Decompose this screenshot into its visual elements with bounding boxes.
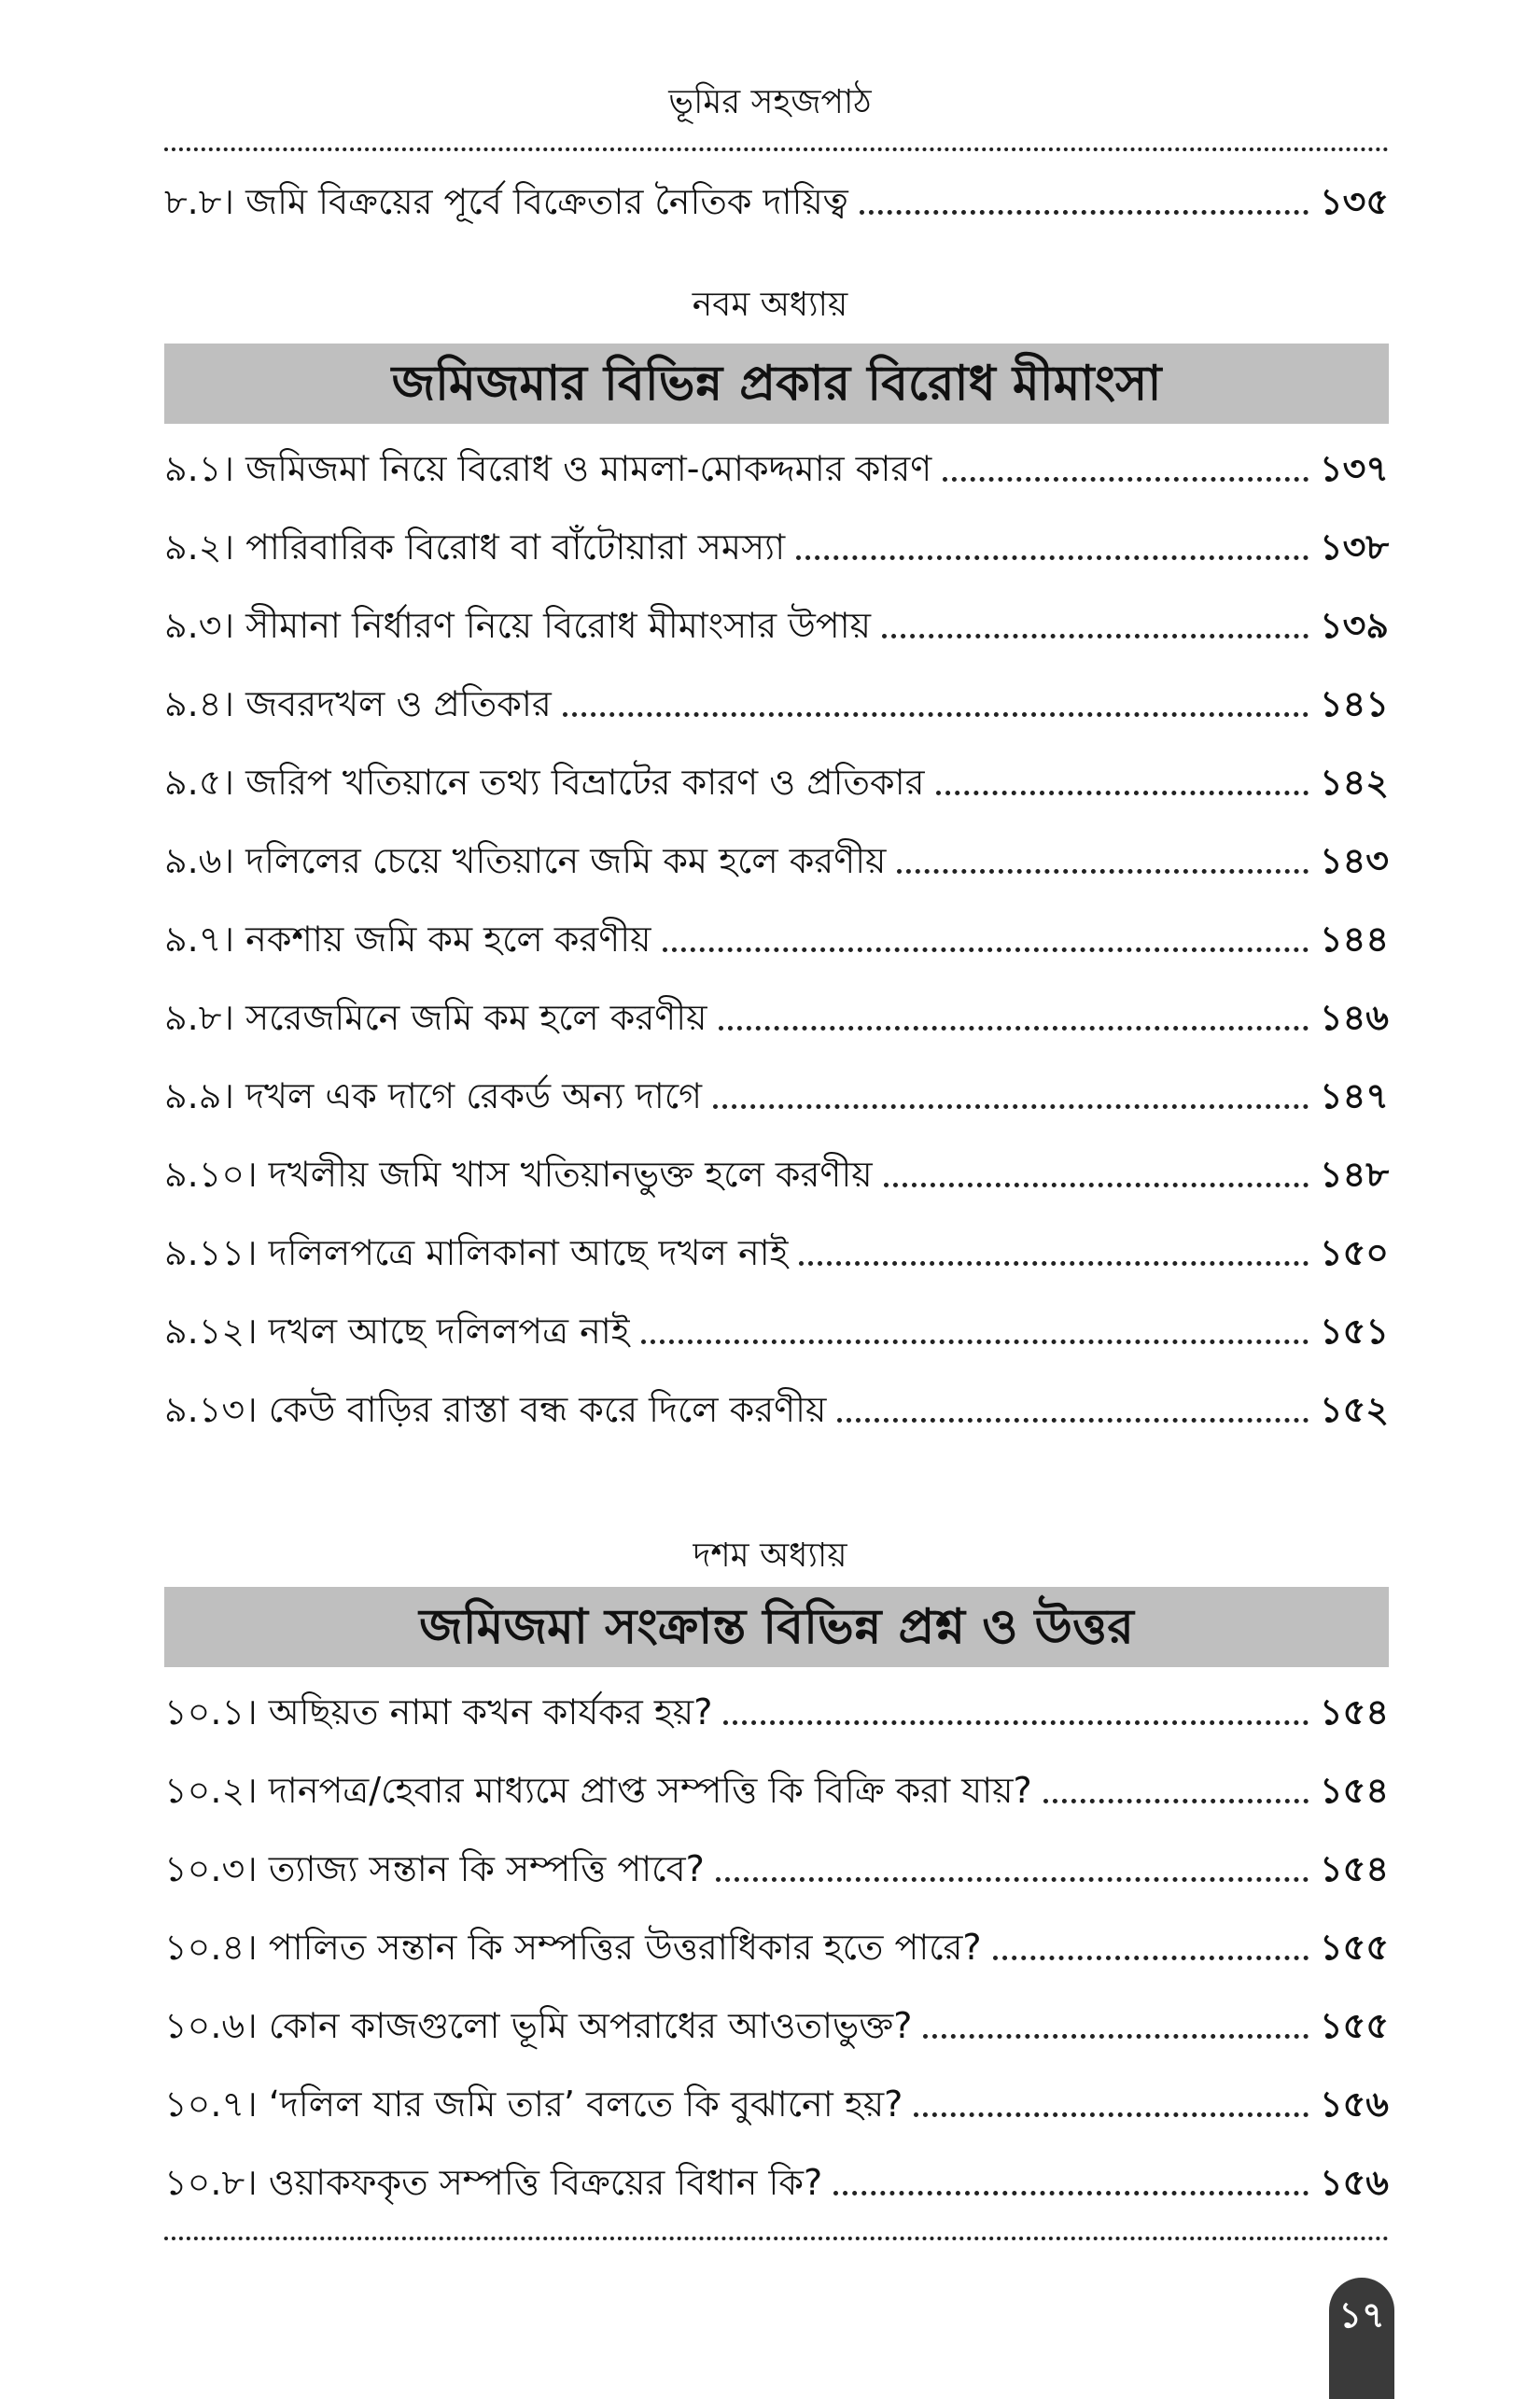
toc-entry[interactable] (164, 597, 1389, 653)
entry-page: ১৩৮ (1319, 526, 1389, 568)
entry-number: ১০.৭। (164, 2083, 258, 2125)
dot-leader (663, 947, 1309, 952)
entry-number: ৯.৩। (164, 605, 235, 646)
entry-page: ১৪৮ (1320, 1154, 1389, 1195)
entry-page: ১৫২ (1319, 1389, 1389, 1430)
dot-leader (837, 1418, 1309, 1423)
toc-entry[interactable] (164, 676, 1389, 732)
entry-page: ১৫৫ (1320, 2005, 1389, 2046)
entry-title: দলিলপত্রে মালিকানা আছে দখল নাই (268, 1232, 789, 1273)
toc-entry[interactable] (164, 754, 1389, 810)
dot-leader (833, 2191, 1309, 2196)
entry-page: ১৪৭ (1319, 1075, 1389, 1116)
entry-page: ১৫৬ (1319, 2162, 1389, 2203)
entry-title: দখলীয় জমি খাস খতিয়ানভুক্ত হলে করণীয় (268, 1154, 873, 1195)
page-number: ১৭ (1338, 2294, 1385, 2336)
entry-page: ১৪৬ (1319, 997, 1389, 1038)
entry-page: ১৫১ (1320, 1311, 1389, 1352)
entry-number: ৯.৯। (164, 1075, 234, 1116)
entry-title: জমি বিক্রয়ের পূর্বে বিক্রেতার নৈতিক দায়িত্ব (245, 181, 848, 222)
entry-title: দানপত্র/হেবার মাধ্যমে প্রাপ্ত সম্পত্তি কি বিক্রি করা যায়? (268, 1770, 1032, 1811)
entry-page: ১৪১ (1320, 683, 1389, 724)
entry-page: ১৩৯ (1319, 605, 1389, 646)
entry-number: ৯.১২। (164, 1311, 258, 1352)
entry-title: দখল এক দাগে রেকর্ড অন্য দাগে (245, 1075, 702, 1116)
entry-title: ‘দলিল যার জমি তার’ বলতে কি বুঝানো হয়? (268, 2083, 903, 2125)
dot-leader (923, 2034, 1309, 2039)
entry-number: ১০.৮। (164, 2162, 258, 2203)
entry-page: ১৫৪ (1320, 1770, 1389, 1811)
toc-entry[interactable] (164, 1841, 1389, 1897)
toc-entry[interactable] (164, 989, 1389, 1045)
entry-title: কোন কাজগুলো ভূমি অপরাধের আওতাভুক্ত? (268, 2005, 913, 2046)
entry-number: ৯.১৩। (164, 1389, 258, 1430)
running-header: ভূমির সহজপাঠ (668, 83, 872, 121)
chapter-title: জমিজমা সংক্রান্ত বিভিন্ন প্রশ্ন ও উত্তর (164, 1587, 1389, 1667)
toc-entry[interactable] (164, 1303, 1389, 1359)
toc-entry[interactable] (164, 833, 1389, 889)
toc-entry[interactable] (164, 2154, 1389, 2210)
entry-page: ১৫৪ (1320, 1848, 1389, 1889)
entry-title: অছিয়ত নামা কখন কার্যকর হয়? (268, 1691, 713, 1733)
dot-leader (796, 555, 1309, 560)
entry-title: ওয়াকফকৃত সম্পত্তি বিক্রয়ের বিধান কি? (268, 2162, 823, 2203)
dot-leader (719, 1026, 1309, 1031)
entry-page: ১৫৬ (1319, 2083, 1389, 2125)
dot-leader (799, 1261, 1309, 1266)
entry-title: ত্যাজ্য সন্তান কি সম্পত্তি পাবে? (268, 1848, 705, 1889)
chapter-label: নবম অধ্যায় (692, 286, 848, 324)
chapter-title: জমিজমার বিভিন্ন প্রকার বিরোধ মীমাংসা (164, 344, 1389, 424)
entry-number: ১০.৩। (164, 1848, 258, 1889)
entry-page: ১৩৫ (1319, 181, 1389, 222)
entry-number: ৯.৪। (164, 683, 234, 724)
entry-number: ১০.২। (164, 1770, 258, 1811)
dot-leader (943, 477, 1309, 482)
chapter-label: দশম অধ্যায় (693, 1536, 847, 1575)
toc-entry[interactable] (164, 1762, 1389, 1818)
entry-number: ৯.১১। (164, 1232, 258, 1273)
entry-title: সরেজমিনে জমি কম হলে করণীয় (245, 997, 707, 1038)
page-number-badge (1329, 2278, 1394, 2399)
entry-title: সীমানা নির্ধারণ নিয়ে বিরোধ মীমাংসার উপায় (245, 605, 872, 646)
entry-page: ১৪৩ (1319, 840, 1389, 881)
entry-title: দখল আছে দলিলপত্র নাই (268, 1311, 630, 1352)
dot-leader (716, 1877, 1309, 1882)
toc-entry[interactable] (164, 1146, 1389, 1202)
dot-leader (897, 869, 1309, 874)
toc-entry[interactable] (164, 2076, 1389, 2132)
entry-number: ৯.২। (164, 526, 235, 568)
toc-entry[interactable] (164, 174, 1389, 230)
dot-leader (936, 791, 1309, 795)
toc-entry[interactable] (164, 1225, 1389, 1281)
dot-leader (882, 634, 1309, 638)
entry-title: দলিলের চেয়ে খতিয়ানে জমি কম হলে করণীয় (245, 840, 887, 881)
dot-leader (1043, 1799, 1309, 1803)
entry-title: পারিবারিক বিরোধ বা বাঁটোয়ারা সমস্যা (245, 526, 786, 568)
footer-divider (164, 2237, 1389, 2240)
dot-leader (993, 1956, 1309, 1960)
entry-title: পালিত সন্তান কি সম্পত্তির উত্তরাধিকার হতে পারে? (268, 1927, 982, 1968)
toc-entry[interactable] (164, 519, 1389, 575)
dot-leader (713, 1104, 1309, 1109)
entry-page: ১৪২ (1319, 762, 1389, 803)
dot-leader (884, 1183, 1309, 1187)
entry-title: জরিপ খতিয়ানে তথ্য বিভ্রাটের কারণ ও প্রতিকার (245, 762, 925, 803)
entry-title: জবরদখল ও প্রতিকার (245, 683, 552, 724)
entry-number: ৯.১০। (164, 1154, 258, 1195)
dot-leader (723, 1720, 1309, 1725)
entry-number: ৮.৮। (164, 181, 234, 222)
toc-entry[interactable] (164, 1382, 1389, 1438)
entry-page: ১৫৫ (1320, 1927, 1389, 1968)
entry-title: কেউ বাড়ির রাস্তা বন্ধ করে দিলে করণীয় (268, 1389, 827, 1430)
toc-entry[interactable] (164, 1684, 1389, 1740)
entry-number: ১০.১। (164, 1691, 258, 1733)
entry-number: ৯.৭। (164, 919, 235, 960)
dot-leader (641, 1340, 1309, 1344)
entry-number: ৯.৬। (164, 840, 235, 881)
entry-number: ১০.৬। (164, 2005, 258, 2046)
entry-number: ১০.৪। (164, 1927, 258, 1968)
dot-leader (914, 2112, 1309, 2117)
toc-entry[interactable] (164, 911, 1389, 967)
entry-title: নকশায় জমি কম হলে করণীয় (245, 919, 651, 960)
header-divider (164, 147, 1389, 151)
entry-page: ১৩৭ (1319, 448, 1389, 489)
dot-leader (563, 712, 1309, 717)
toc-entry[interactable] (164, 1998, 1389, 2054)
toc-entry[interactable] (164, 1919, 1389, 1975)
entry-page: ১৫০ (1319, 1232, 1389, 1273)
entry-number: ৯.১। (164, 448, 234, 489)
entry-title: জমিজমা নিয়ে বিরোধ ও মামলা-মোকদ্দমার কারণ (245, 448, 932, 489)
entry-number: ৯.৫। (164, 762, 234, 803)
entry-page: ১৪৪ (1320, 919, 1389, 960)
entry-number: ৯.৮। (164, 997, 234, 1038)
toc-entry[interactable] (164, 1068, 1389, 1124)
entry-page: ১৫৪ (1320, 1691, 1389, 1733)
dot-leader (860, 210, 1309, 215)
toc-entry[interactable] (164, 441, 1389, 497)
